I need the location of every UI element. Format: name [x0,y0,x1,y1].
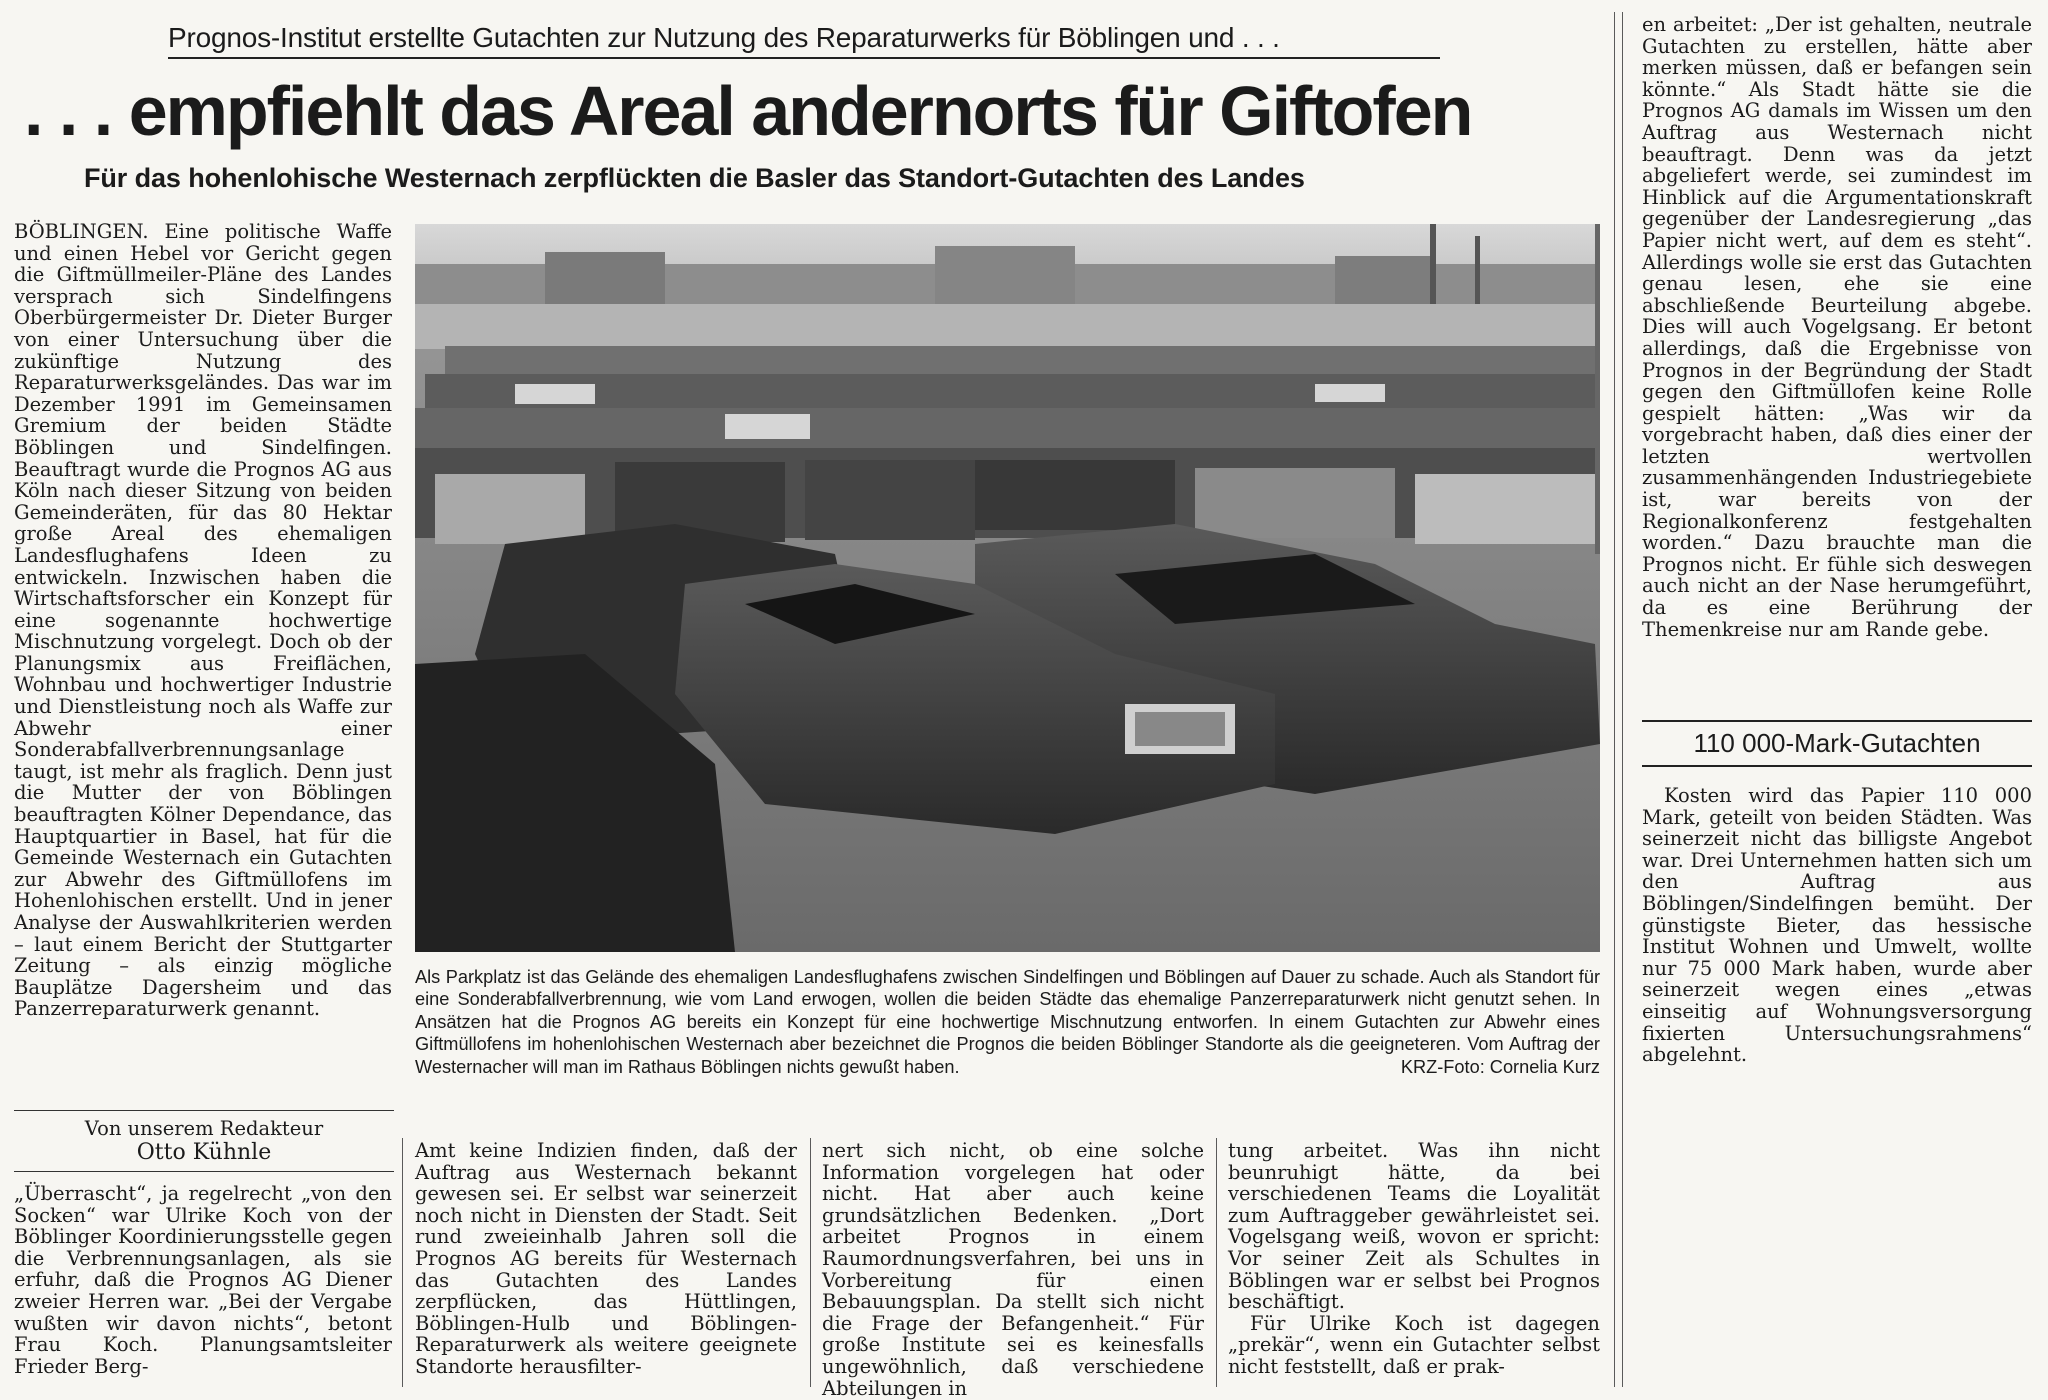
column-rule [810,1138,811,1387]
paragraph: Amt keine Indizien finden, daß der Auftrag aus Westernach bekannt gewesen sei. Er selbst war seinerzeit noch nicht in Diensten der Stadt. Seit rund zweieinhalb Jahren soll die Prognos AG bereits für Westernach das Gutachten des Landes zerpflücken, das Hüttlingen, Böblingen-Hulb und Böblingen-Reparaturwerk als weitere geeignete Standorte herausfilter- [415,1139,797,1378]
byline-label: Von unserem Redakteur [84,1117,324,1140]
caption-text: Als Parkplatz ist das Gelände des ehemaligen Landesflughafens zwischen Sindelfingen und Böblingen auf Dauer zu schade. Auch als Standort für eine Sonderabfallverbrennung, wie vom Land erwogen, wollen die beiden Städte das ehemalige Panzerreparaturwerk nicht genutzt sehen. In Ansätzen hat die Prognos AG bereits ein Konzept für eine hochwertige Mischnutzung entworfen. In einem Gutachten zur Abwehr eines Giftmüllofens im hohenlohischen Westernach aber bezeichnet die Prognos die beiden Böblinger Standorte als die geeigneteren. Vom Auftrag der Westernacher will man im Rathaus Böblingen nichts gewußt haben. [415,967,1600,1077]
column-rule [1216,1138,1217,1387]
photo-caption [415,966,1600,1078]
cost-column [1642,785,2032,1085]
kicker-underline [168,57,1440,59]
photo-credit: KRZ-Foto: Cornelia Kurz [1400,1056,1600,1077]
subheadline: Für das hohenlohische Westernach zerpflückten die Basler das Standort-Gutachten des Landes [84,163,1305,193]
paragraph: en arbeitet: „Der ist gehalten, neutrale Gutachten zu erstellen, hätte aber merken müssen, daß er befangen sein könnte.“ Als Stadt hätte sie die Prognos AG damals im Wissen um den Auftrag aus Westernach nicht beauftragt. Denn was da jetzt abgeliefert werde, sei zumindest im Hinblick auf die Argumentationskraft gegenüber der Landesregierung „das Papier nicht wert, auf dem es steht“. Allerdings wolle sie erst das Gutachten genau lesen, ehe sie eine abschließende Beurteilung abgebe. Dies will auch Vogelgsang. Er betont allerdings, daß die Ergebnisse von Prognos in der Begründung der Stadt gegen den Giftmüllofen keine Rolle gespielt hätten: „Was wir da vorgebracht haben, daß dies einer der letzten wertvollen zusammenhängenden Industriegebiete ist, war bereits von der Regionalkonferenz festgehalten worden.“ Dazu brauchte man die Prognos nicht. Er fühle sich deswegen auch nicht an der Nase herumgeführt, da es eine Berührung der Themenkreise nur am Rande gebe. [1642,13,2032,641]
section-heading: 110 000-Mark-Gutachten [1642,720,2032,767]
column-rule [1622,12,1623,1387]
column-rule [402,1138,403,1387]
paragraph: Kosten wird das Papier 110 000 Mark, geteilt von beiden Städten. Was seinerzeit nicht das billigste Angebot war. Drei Unternehmen hatten sich um den Auftrag aus Böblingen/Sindelfingen bemüht. Der günstigste Bieter, das hessische Institut Wohnen und Umwelt, wollte nur 75 000 Mark haben, wurde aber seinerzeit wegen eines „etwas einseitig auf Wohnungsversorgung fixierten Untersuchungsrahmens“ abgelehnt. [1642,784,2032,1067]
lead-paragraph: BÖBLINGEN. Eine politische Waffe und einen Hebel vor Gericht gegen die Giftmüllmeiler-Pläne des Landes versprach sich Sindelfingens Oberbürgermeister Dr. Dieter Burger von einer Untersuchung über die zukünftige Nutzung des Reparaturwerksgeländes. Das war im Dezember 1991 im Gemeinsamen Gremium der beiden Städte Böblingen und Sindelfingen. Beauftragt wurde die Prognos AG aus Köln nach dieser Sitzung von beiden Gemeinderäten, für das 80 Hektar große Areal des ehemaligen Landesflughafens Ideen zu entwickeln. Inzwischen haben die Wirtschaftsforscher ein Konzept für eine sogenannte hochwertige Mischnutzung vorgelegt. Doch ob der Planungsmix aus Freiflächen, Wohnbau und hochwertiger Industrie und Dienstleistung noch als Waffe zur Abwehr einer Sonderabfallverbrennungsanlage taugt, ist mehr als fraglich. Denn just die Mutter der von Böblingen beauftragten Kölner Dependance, das Hauptquartier in Basel, hat für die Gemeinde Westernach ein Gutachten zur Abwehr des Giftmüllofens im Hohenlohischen erstellt. Und in jener Analyse der Auswahlkriterien werden – laut einem Bericht der Stuttgarter Zeitung – als einzig mögliche Bauplätze Dagersheim und das Panzerreparaturwerk genannt. [14,220,392,1021]
column-4-bottom [1228,1140,1600,1387]
paragraph: Für Ulrike Koch ist dagegen „prekär“, wenn ein Gutachter selbst nicht feststellt, daß er prak- [1228,1311,1600,1378]
paragraph: „Überrascht“, ja regelrecht „von den Socken“ war Ulrike Koch von der Böblinger Koordinierungsstelle gegen die Verbrennungsanlagen, als sie erfuhr, daß die Prognos AG Diener zweier Herren war. „Bei der Vergabe wußten wir davon nichts“, betont Frau Koch. Planungsamtsleiter Frieder Berg- [14,1182,392,1378]
paragraph: nert sich nicht, ob eine solche Information vorgelegen hat oder nicht. Hat aber auch keine grundsätzlichen Bedenken. „Dort arbeitet Prognos in einem Raumordnungsverfahren, bei uns in Vorbereitung für einen Bebauungsplan. Da stellt sich nicht die Frage der Befangenheit.“ Für große Institute sei es keinesfalls ungewöhnlich, daß verschiedene Abteilungen in [822,1139,1204,1400]
column-3-bottom [822,1139,1204,1400]
column-1-bottom [14,1183,392,1387]
right-column [1642,14,2032,694]
lead-column [14,221,392,1101]
photo-illustration [415,224,1600,952]
byline-author: Otto Kühnle [136,1140,272,1165]
column-2-bottom [415,1140,797,1387]
paragraph: tung arbeitet. Was ihn nicht beunruhigt hätte, da bei verschiedenen Teams die Loyalität zum Auftraggeber gewährleistet sei. Vogelsgang weiß, wovon er spricht: Vor seiner Zeit als Schultes in Böblingen war er selbst bei Prognos beschäftigt. [1228,1139,1600,1314]
column-rule [1614,12,1615,1387]
headline: . . . empfiehlt das Areal andernorts für Giftofen [24,72,1472,150]
byline [14,1110,394,1172]
kicker: Prognos-Institut erstellte Gutachten zur Nutzung des Reparaturwerks für Böblingen und . . . [168,22,1280,53]
parking-lot-photo [415,224,1600,952]
